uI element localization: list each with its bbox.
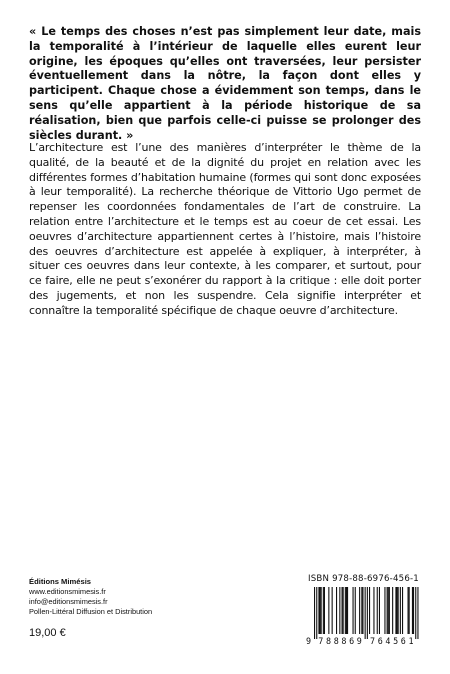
publisher-email: info@editionsmimesis.fr — [29, 597, 108, 606]
barcode-bar — [336, 587, 337, 634]
barcode-bar — [321, 587, 322, 634]
publisher-name: Éditions Mimésis — [29, 577, 92, 586]
barcode-bar — [323, 587, 324, 634]
publisher-distribution: Pollen-Littéral Diffusion et Distribution — [29, 607, 153, 616]
barcode-bar — [388, 587, 389, 634]
barcode-bar — [320, 587, 321, 634]
barcode-bar — [379, 587, 380, 634]
barcode-bar — [417, 587, 418, 639]
barcode-bar — [314, 587, 315, 639]
barcode-digit: 6 — [377, 636, 383, 646]
barcode-bar — [408, 587, 409, 634]
barcode-bar — [328, 587, 329, 634]
barcode-bar — [339, 587, 340, 634]
barcode-bar — [415, 587, 416, 639]
barcode-digit: 8 — [341, 636, 347, 646]
barcode-bar — [367, 587, 368, 639]
barcode-digit: 4 — [385, 636, 391, 646]
barcode-digit: 6 — [349, 636, 355, 646]
barcode-bar — [353, 587, 354, 634]
barcode-bar — [362, 587, 363, 634]
barcode-bar — [384, 587, 385, 634]
isbn-label: ISBN 978-88-6976-456-1 — [308, 574, 419, 584]
description-paragraph: L’architecture est l’une des manières d’interpréter le thème de la qualité, de la beauté et de la dignité du projet en relation avec les différentes formes d’habitation humaine (formes qui sont donc exposées à leur temporalité). La recherche théorique de Vittorio Ugo permet de repenser les coordonnées fondamentales de l’art de construire. La relation entre l’architecture et le temps est au coeur de cet essai. Les oeuvres d’architecture appartiennent certes à l’histoire, mais l’histoire des oeuvres d’architecture est appelée à expliquer, à interpréter, à situer ces oeuvres dans leur contexte, à les comparer, et surtout, pour ce faire, elle ne peut s’exonérer du rapport à la critique : elle doit porter des jugements, et non les suspendre. Cela signifie interpréter et connaître la temporalité spécifique de chaque oeuvre d’architecture. — [29, 141, 421, 317]
barcode-bar — [343, 587, 344, 634]
barcode-bar — [409, 587, 410, 634]
barcode-digit: 9 — [356, 636, 362, 646]
barcode-bar — [395, 587, 396, 634]
barcode-bar — [387, 587, 388, 634]
barcode-bar — [346, 587, 347, 634]
barcode-bar — [361, 587, 362, 634]
barcode-digit: 7 — [370, 636, 376, 646]
barcode-bar — [342, 587, 343, 634]
barcode-bar — [345, 587, 346, 634]
barcode-bar — [355, 587, 356, 634]
barcode-bar — [324, 587, 325, 634]
barcode-bar — [359, 587, 360, 634]
barcode-digit: 5 — [393, 636, 399, 646]
isbn-block — [305, 574, 425, 646]
quote-paragraph: « Le temps des choses n’est pas simplement leur date, mais la temporalité à l’intérieur de laquelle elles eurent leur origine, les époques qu’elles ont traversées, leur persister éventuellement dans la nôtre, la façon dont elles y participent. Chaque chose a évidemment son temps, dans le sens qu’elle appartient à la période historique de sa réalisation, bien que parfois celle-ci puisse se prolonger des siècles durant. » — [29, 25, 421, 142]
publisher-website: www.editionsmimesis.fr — [29, 587, 106, 596]
barcode-bar — [332, 587, 333, 634]
barcode-bar — [318, 587, 319, 634]
barcode-digit: 8 — [333, 636, 339, 646]
barcode-digit: 9 — [306, 636, 312, 646]
price: 19,00 € — [29, 627, 66, 639]
barcode-bar — [400, 587, 401, 634]
barcode-digit: 6 — [400, 636, 406, 646]
barcode-bar — [402, 587, 403, 634]
barcode-bar — [413, 587, 414, 634]
barcode-bar — [347, 587, 348, 634]
barcode-bar — [369, 587, 370, 634]
barcode-bar — [398, 587, 399, 634]
barcode-bar — [392, 587, 393, 634]
barcode-bar — [397, 587, 398, 634]
barcode-bar — [412, 587, 413, 634]
barcode-digit: 1 — [408, 636, 414, 646]
barcode-bar — [389, 587, 390, 634]
barcode-bar — [316, 587, 317, 639]
publisher-info — [29, 577, 249, 617]
barcode-digit: 8 — [326, 636, 332, 646]
barcode-bar — [365, 587, 366, 639]
barcode-bar — [373, 587, 374, 634]
barcode-bar — [377, 587, 378, 634]
barcode-digit: 7 — [318, 636, 324, 646]
barcode-icon — [305, 587, 425, 647]
